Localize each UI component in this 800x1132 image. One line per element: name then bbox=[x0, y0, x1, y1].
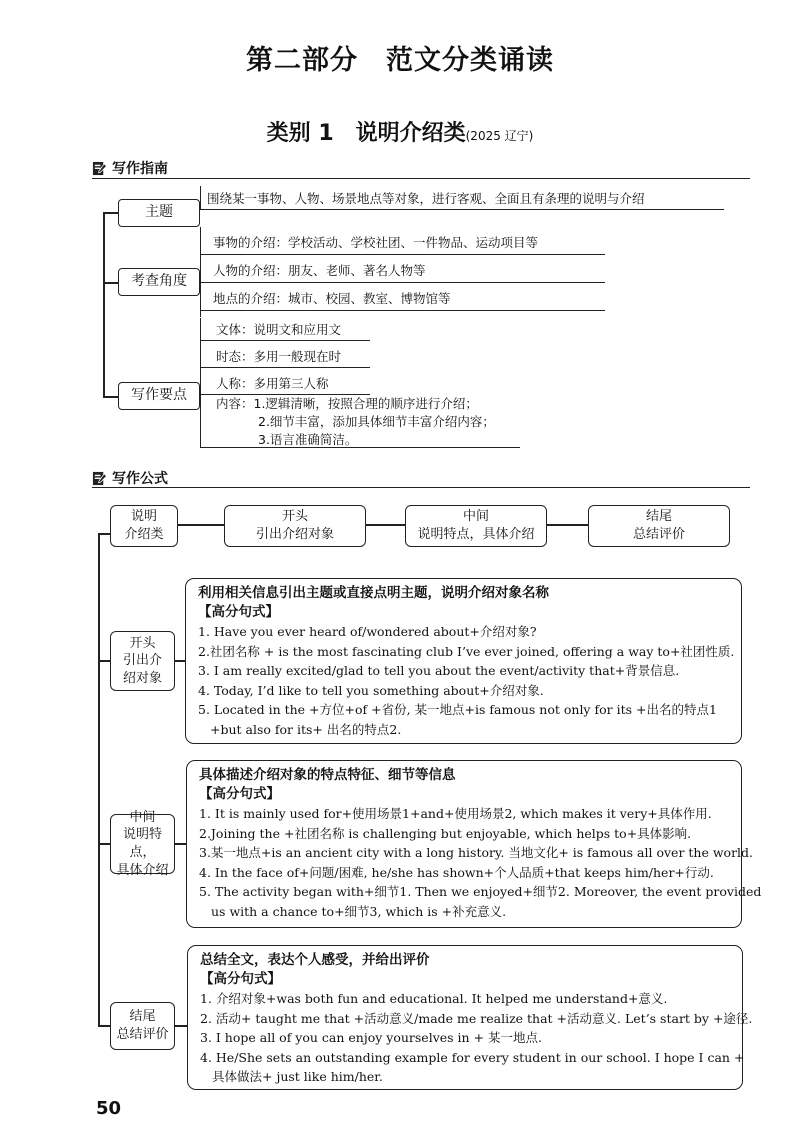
angle-label: 考查角度 bbox=[131, 273, 187, 290]
sentence-pattern-heading: 【高分句式】 bbox=[199, 786, 280, 802]
label-line: 说明特点， bbox=[122, 827, 162, 860]
sentence-item: 3.某一地点+is an ancient city with a long history. 当地文化+ is famous all over the world. bbox=[199, 845, 754, 860]
sentence-item: 2.社团名称 + is the most fascinating club I’ve ever joined, offering a way to+社团性质. bbox=[198, 643, 735, 659]
topic-underline bbox=[200, 209, 724, 210]
section-lead: 总结全文，表达个人感受，并给出评价 bbox=[200, 952, 430, 968]
guide-heading-text: 写作指南 bbox=[112, 161, 168, 177]
topic-text: 围绕某一事物、人物、场景地点等对象，进行客观、全面且有条理的说明与介绍 bbox=[207, 191, 645, 206]
sentence-list bbox=[199, 804, 762, 921]
flow-line: 结尾 bbox=[645, 509, 672, 525]
section-lead: 利用相关信息引出主题或直接点明主题，说明介绍对象名称 bbox=[198, 585, 549, 601]
point-item: 2.细节丰富，添加具体细节丰富介绍内容； bbox=[258, 414, 495, 429]
formula-connector bbox=[98, 1025, 110, 1027]
sentence-item: 2.Joining the +社团名称 is challenging but enjoyable, which helps to+具体影响. bbox=[199, 825, 692, 841]
category-source: (2025 辽宁) bbox=[465, 129, 534, 143]
middle-label-box bbox=[110, 809, 175, 878]
topic-bracket bbox=[200, 186, 201, 210]
angle-item: 人物的介绍：朋友、老师、著名人物等 bbox=[213, 263, 426, 278]
formula-connector bbox=[98, 843, 110, 845]
point-item: 内容：1.逻辑清晰，按照合理的顺序进行介绍； bbox=[216, 396, 478, 411]
angle-bracket bbox=[200, 227, 201, 317]
category-title bbox=[0, 116, 800, 147]
opening-card bbox=[185, 578, 742, 744]
flow-line: 说明 bbox=[130, 509, 157, 525]
flow-box-category bbox=[110, 505, 178, 547]
label-line: 中间 bbox=[129, 809, 156, 825]
formula-rule bbox=[92, 487, 750, 488]
ending-card bbox=[187, 945, 753, 1090]
formula-connector bbox=[98, 533, 111, 535]
topic-label-box bbox=[118, 199, 200, 227]
angle-underline bbox=[200, 254, 605, 255]
point-item: 人称：多用第三人称 bbox=[216, 376, 329, 391]
sentence-item: 具体做法+ just like him/her. bbox=[212, 1069, 383, 1084]
formula-connector bbox=[175, 660, 185, 662]
guide-rule bbox=[92, 178, 750, 179]
middle-card bbox=[186, 760, 762, 928]
opening-label-box bbox=[110, 631, 175, 691]
formula-heading-text: 写作公式 bbox=[112, 471, 168, 487]
points-underline bbox=[200, 340, 370, 341]
formula-connector bbox=[98, 660, 110, 662]
sentence-item: 3. I am really excited/glad to tell you about the event/activity that+背景信息. bbox=[198, 663, 680, 678]
sentence-list bbox=[200, 989, 753, 1087]
flow-line: 总结评价 bbox=[632, 527, 685, 542]
label-line: 引出介 bbox=[122, 653, 162, 669]
section-lead: 具体描述介绍对象的特点特征、细节等信息 bbox=[199, 767, 456, 783]
label-line: 具体介绍 bbox=[116, 862, 169, 878]
sentence-pattern-heading: 【高分句式】 bbox=[198, 604, 279, 620]
label-line: 总结评价 bbox=[116, 1027, 169, 1042]
ending-label-box bbox=[110, 1002, 175, 1050]
formula-connector bbox=[175, 843, 186, 845]
label-line: 绍对象 bbox=[122, 670, 162, 686]
angle-underline bbox=[200, 310, 605, 311]
sentence-item: 1. It is mainly used for+使用场景1+and+使用场景2, which makes it very+具体作用. bbox=[199, 806, 712, 821]
sentence-item: 2. 活动+ taught me that +活动意义/made me realize that +活动意义. Let’s start by +途径. bbox=[200, 1010, 753, 1026]
sentence-item: 4. Today, I’d like to tell you something about+介绍对象. bbox=[198, 682, 544, 698]
guide-heading bbox=[92, 158, 168, 178]
flow-line: 介绍类 bbox=[124, 527, 164, 542]
label-line: 开头 bbox=[129, 635, 156, 651]
point-item: 3.语言准确简洁。 bbox=[258, 432, 358, 447]
points-label: 写作要点 bbox=[131, 387, 187, 404]
page-number: 50 bbox=[96, 1098, 122, 1119]
sentence-pattern-heading: 【高分句式】 bbox=[200, 971, 281, 987]
flow-box-middle bbox=[405, 505, 547, 547]
sentence-item: us with a chance to+细节3, which is +补充意义. bbox=[211, 903, 507, 919]
sentence-item: 5. Located in the +方位+of +省份, 某一地点+is famous not only for its +出名的特点1 bbox=[198, 702, 717, 717]
angle-item: 地点的介绍：城市、校园、教室、博物馆等 bbox=[213, 291, 451, 306]
flow-line: 开头 bbox=[281, 509, 308, 525]
formula-spine bbox=[98, 533, 100, 1026]
points-underline bbox=[200, 447, 520, 448]
formula-connector bbox=[175, 1025, 187, 1027]
angle-underline bbox=[200, 282, 605, 283]
flow-box-opening bbox=[224, 505, 366, 547]
sentence-item: 3. I hope all of you can enjoy yourselves in + 某一地点. bbox=[200, 1030, 542, 1045]
sentence-item: 4. In the face of+问题/困难, he/she has shown+个人品质+that keeps him/her+行动. bbox=[199, 864, 714, 880]
points-label-box bbox=[118, 382, 200, 410]
category-title-text: 类别 1 说明介绍类 bbox=[266, 121, 466, 146]
formula-heading bbox=[92, 468, 168, 488]
part-title: 第二部分 范文分类诵读 bbox=[246, 45, 554, 76]
pen-icon bbox=[92, 161, 107, 176]
sentence-item: 5. The activity began with+细节1. Then we enjoyed+细节2. Moreover, the event provided bbox=[199, 884, 762, 899]
angle-label-box bbox=[118, 268, 200, 296]
sentence-item: 4. He/She sets an outstanding example for every student in our school. I hope I can + bbox=[200, 1049, 745, 1065]
topic-label: 主题 bbox=[145, 204, 173, 221]
flow-box-ending bbox=[588, 505, 730, 547]
angle-item: 事物的介绍：学校活动、学校社团、一件物品、运动项目等 bbox=[213, 235, 539, 250]
points-underline bbox=[200, 367, 370, 368]
point-item: 时态：多用一般现在时 bbox=[216, 349, 342, 364]
flow-line: 说明特点，具体介绍 bbox=[417, 527, 535, 542]
pen-icon bbox=[92, 471, 107, 486]
sentence-item: 1. 介绍对象+was both fun and educational. It helped me understand+意义. bbox=[200, 991, 668, 1006]
point-item: 文体：说明文和应用文 bbox=[216, 322, 342, 337]
label-line: 结尾 bbox=[129, 1009, 156, 1025]
guide-spine bbox=[103, 212, 105, 398]
sentence-list bbox=[198, 622, 735, 739]
sentence-item: 1. Have you ever heard of/wondered about+介绍对象? bbox=[198, 624, 537, 639]
points-bracket bbox=[200, 318, 201, 448]
flow-line: 引出介绍对象 bbox=[255, 527, 334, 542]
sentence-item: +but also for its+ 出名的特点2. bbox=[210, 721, 402, 737]
flow-line: 中间 bbox=[462, 509, 489, 525]
